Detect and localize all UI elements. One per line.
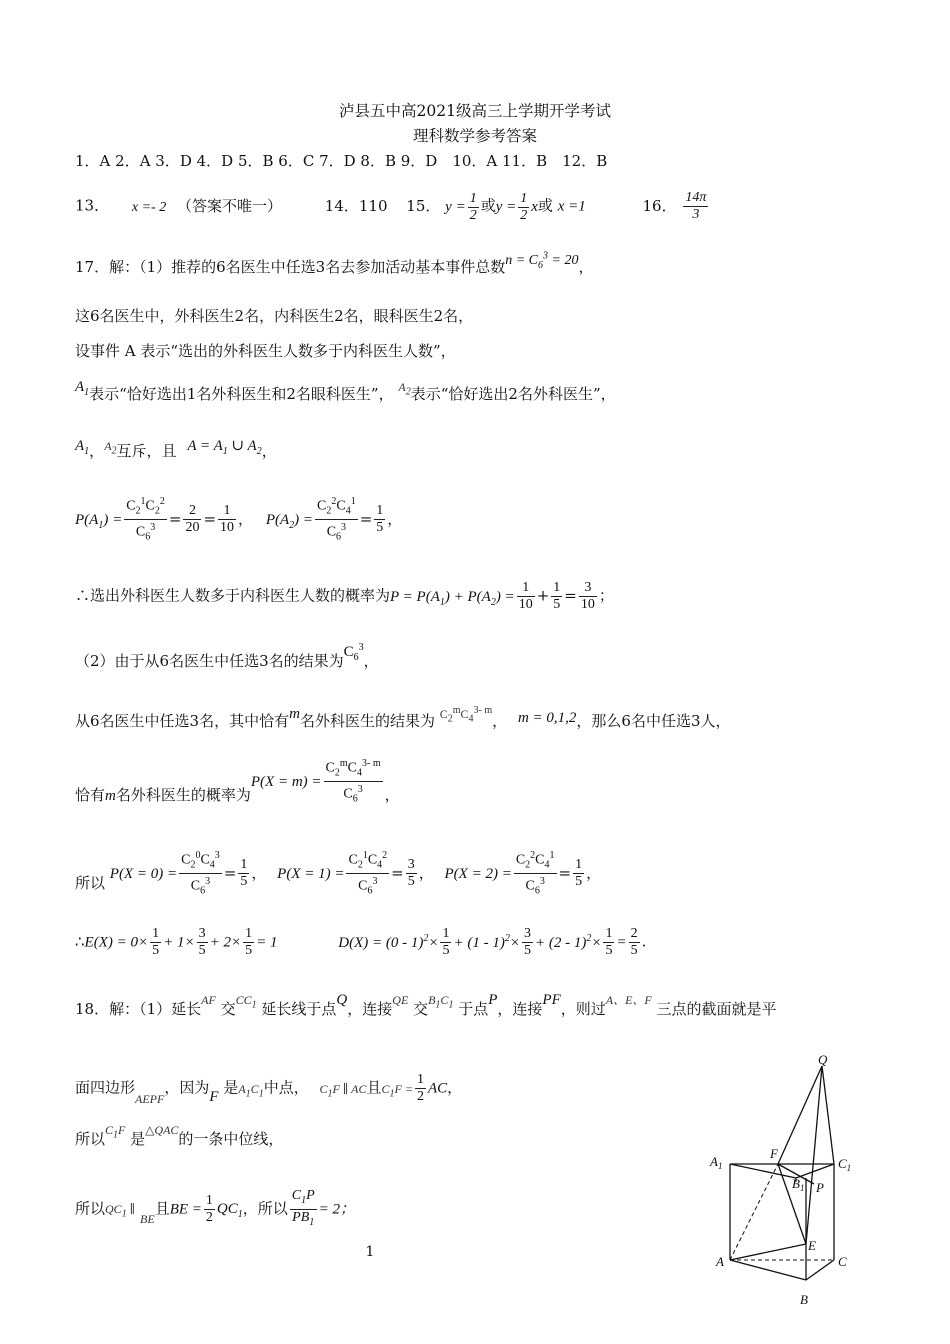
frac-c22c41: $\frac{C_2^2C_4^1}{C_6^3}$ bbox=[317, 496, 356, 543]
comma: ， bbox=[578, 258, 594, 276]
triangle-qac: △QAC bbox=[145, 1123, 179, 1137]
p-x-1: P(X = 1) = bbox=[277, 865, 345, 882]
prism-figure bbox=[700, 1046, 860, 1314]
fill-answers-row bbox=[75, 190, 710, 224]
last-b: 且 bbox=[154, 1199, 170, 1218]
ac: AC bbox=[427, 1080, 448, 1097]
d-x-3: + (2 - 1)$^2$× bbox=[534, 932, 602, 951]
q15-or: 或 bbox=[480, 196, 496, 215]
therefore-text: 选出外科医生人数多于内科医生人数的概率为 bbox=[90, 586, 391, 605]
therefore-line: ∴选出外科医生人数多于内科医生人数的概率为$P = P(A_1) + P(A_2)$ = $\frac{1}{10}$ + $\frac{1}{5}$ = $\frac{3}{10}$ ； bbox=[75, 580, 614, 612]
prob-general: 恰有m名外科医生的概率为P(X = m) = $\frac{C_2^mC_4^{3- m}}{C_6^3}$ ， bbox=[75, 770, 400, 822]
d-x-4: = bbox=[616, 934, 627, 951]
last-c: ，所以 bbox=[242, 1199, 288, 1218]
a1-text: 表示“恰好选出1名外科医生和2名眼科医生”， bbox=[89, 385, 394, 403]
p-x-0: P(X = 0) = bbox=[109, 865, 178, 882]
union-formula: $A = A_1$ ∪ $A_2$ bbox=[187, 438, 262, 457]
p-x-2: P(X = 2) = bbox=[444, 865, 512, 882]
choose-a: 从6名医生中任选3名，其中恰有 bbox=[75, 712, 290, 730]
frac-x2: $\frac{C_2^2C_4^1}{C_6^3}$ bbox=[515, 850, 555, 897]
mid-a: 所以 bbox=[75, 1130, 106, 1148]
qc1: $QC_1$ ∥ bbox=[105, 1202, 136, 1220]
a2-text: 表示“恰好选出2名外科医生”， bbox=[410, 385, 616, 403]
f-point: F bbox=[209, 1088, 219, 1105]
p-sum: $P = P(A_1) + P(A_2)$ = bbox=[390, 588, 515, 608]
p-a2: $P(A_2)$ = bbox=[265, 511, 314, 531]
q16-answer: $\frac{14\pi}{3}$ bbox=[685, 190, 707, 222]
label-f: F bbox=[770, 1146, 778, 1161]
quad-d: 中点， bbox=[263, 1078, 309, 1097]
mid-c: 的一条中位线， bbox=[178, 1130, 284, 1148]
frac-1-10: $\frac{1}{10}$ bbox=[220, 503, 235, 536]
label-c1: $C_1$ bbox=[838, 1156, 852, 1173]
e-x-2: + 1× bbox=[163, 934, 195, 951]
quad-c: 是 bbox=[223, 1078, 239, 1097]
fe2: $\frac{3}{5}$ bbox=[198, 926, 206, 958]
mid-b: 是 bbox=[130, 1130, 146, 1148]
mutual-text: 互斥，且 bbox=[116, 442, 177, 460]
ratio-c1p-pb1: $\frac{C_1P}{PB_1}$ bbox=[291, 1188, 315, 1228]
q18-g: ，连接 bbox=[497, 1000, 543, 1018]
last-d: = 2； bbox=[318, 1201, 356, 1218]
q17-header bbox=[75, 250, 594, 279]
therefore-symbol: ∴ bbox=[75, 586, 91, 605]
doctors-line: 这6名医生中，外科医生2名，内科医生2名，眼科医生2名， bbox=[75, 307, 474, 325]
p-a1-a2-formula: $P(A_1)$ = $\frac{C_2^1C_2^2}{C_6^3}$ = $\frac{2}{20}$ = $\frac{1}{10}$ ， $P(A_2)$ = $\frac{C_2^2C_4^1}{C_6^3}$ = $\frac{1}{5}$ ， bbox=[75, 494, 402, 546]
choose-line: 从6名医生中任选3名，其中恰有m名外科医生的结果为 $^{C_2^mC_4^{3- m}}$， m = 0,1,2，那么6名中任选3人， bbox=[75, 705, 731, 730]
cc1: CC1 bbox=[235, 993, 257, 1011]
be: BE bbox=[140, 1212, 155, 1227]
q13-answer: x =- 2 bbox=[131, 199, 167, 215]
frac-3-10: $\frac{3}{10}$ bbox=[580, 580, 595, 612]
fd4: $\frac{2}{5}$ bbox=[630, 926, 638, 958]
mutual-exclusive-line: $A_1$，$^{A_2}$互斥，且 $A = A_1$ ∪ $A_2$， bbox=[75, 438, 277, 460]
q18-a: 18．解：（1）延长 bbox=[75, 1000, 202, 1018]
fd2: $\frac{3}{5}$ bbox=[523, 926, 531, 958]
prob-a: 恰有 bbox=[75, 785, 106, 804]
p-x-m: P(X = m) = bbox=[250, 773, 322, 790]
q16-label: 16． bbox=[642, 196, 677, 215]
mc-answers: 1．A 2．A 3．D 4．D 5．B 6．C 7．D 8．B 9．D 10．A 11．B 12．B bbox=[75, 152, 608, 170]
label-q: Q bbox=[818, 1052, 828, 1067]
b1c1: B1C1 bbox=[428, 993, 454, 1011]
c2m-c4: C2mC43- m bbox=[439, 705, 493, 725]
distribution-line: 所以 P(X = 0) = $\frac{C_2^0C_4^3}{C_6^3}$ = $\frac{1}{5}$ ， P(X = 1) = $\frac{C_2^1C_4^2}{C_6^3}$ = $\frac{3}{5}$ ， P(X = 2) = $\frac{C_2^2C_4^1}{C_6^3}$ = $\frac{1}{5}$ ， bbox=[75, 848, 601, 900]
frac-x2v: $\frac{1}{5}$ bbox=[575, 857, 583, 890]
q13-note: （答案不唯一） bbox=[176, 196, 282, 215]
expectation-variance: ∴E(X) = 0× $\frac{1}{5}$ + 1× $\frac{3}{5}$ + 2× $\frac{1}{5}$ = 1 D(X) = (0 - 1)$^2$× $\frac{1}{5}$ + (1 - 1)$^2$× $\frac{3}{5}$ + (2 - 1)$^2$× $\frac{1}{5}$ = $\frac{2}{5}$ . bbox=[75, 926, 647, 958]
label-a: A bbox=[716, 1254, 724, 1269]
af: AF bbox=[201, 993, 216, 1007]
d-x-2: + (1 - 1)$^2$× bbox=[453, 932, 520, 951]
m-range: m = 0,1,2 bbox=[517, 710, 577, 726]
aef: A、E、F bbox=[605, 993, 652, 1007]
frac-general: $\frac{C_2^mC_4^{3- m}}{C_6^3}$ bbox=[325, 758, 381, 805]
c1f: C1F bbox=[105, 1123, 126, 1141]
fe3: $\frac{1}{5}$ bbox=[245, 926, 253, 958]
quad-line: 面四边形$_{AEPF}$，因为F 是$A_1C_1$中点， $C_1F$ ∥ AC且$C_1F$ = $\frac{1}{2}$ AC， bbox=[75, 1072, 463, 1106]
c1f-parallel: $C_1F$ ∥ AC bbox=[319, 1081, 367, 1099]
e-x-4: = 1 bbox=[256, 934, 278, 951]
q17-head-text: 17．解：（1）推荐的6名医生中任选3名去参加活动基本事件总数 bbox=[75, 258, 506, 276]
m-var: m bbox=[289, 706, 300, 722]
frac-x0v: $\frac{1}{5}$ bbox=[240, 857, 248, 890]
q13-label: 13． bbox=[75, 196, 110, 215]
q17-n: n = C bbox=[505, 253, 539, 268]
label-b: B bbox=[800, 1292, 808, 1307]
q18-line1 bbox=[75, 992, 777, 1020]
p-a1: $P(A_1)$ = bbox=[75, 511, 123, 531]
half-qc1: $\frac{1}{2}$ bbox=[205, 1192, 213, 1225]
p-point: P bbox=[488, 992, 498, 1008]
midline-line bbox=[75, 1123, 284, 1150]
a2-symbol: A2 bbox=[398, 380, 411, 398]
last-a: 所以 bbox=[75, 1199, 106, 1218]
fd1: $\frac{1}{5}$ bbox=[442, 926, 450, 958]
label-c: C bbox=[838, 1254, 847, 1269]
q-point: Q bbox=[336, 992, 348, 1008]
prob-b: 名外科医生的概率为 bbox=[115, 785, 251, 804]
quad-b: ，因为 bbox=[164, 1078, 210, 1097]
frac-2-20: $\frac{2}{20}$ bbox=[185, 503, 200, 536]
event-a-line: 设事件 A 表示“选出的外科医生人数多于内科医生人数”， bbox=[75, 342, 456, 360]
fe1: $\frac{1}{5}$ bbox=[152, 926, 160, 958]
frac-x0: $\frac{C_2^0C_4^3}{C_6^3}$ bbox=[181, 850, 220, 897]
frac-1-5: $\frac{1}{5}$ bbox=[376, 503, 384, 536]
q15-eq3: x =1 bbox=[557, 198, 586, 215]
frac-c21c22: $\frac{C_2^1C_2^2}{C_6^3}$ bbox=[126, 496, 165, 543]
label-e: E bbox=[808, 1238, 816, 1253]
c1f-eq: $C_1F$ = bbox=[381, 1081, 413, 1099]
suoyi: 所以 bbox=[75, 873, 106, 892]
therefore-symbol-2: ∴ bbox=[75, 932, 85, 951]
q18-b: 交 bbox=[220, 1000, 236, 1018]
label-a1: $A_1$ bbox=[710, 1154, 723, 1171]
q18-e: 交 bbox=[413, 1000, 429, 1018]
pf: PF bbox=[542, 992, 561, 1008]
page-title: 泸县五中高2021级高三上学期开学考试 bbox=[339, 102, 611, 120]
quad-a: 面四边形 bbox=[75, 1078, 136, 1097]
q18-c: 延长线于点 bbox=[261, 1000, 337, 1018]
frac-1-5b: $\frac{1}{5}$ bbox=[553, 580, 561, 612]
q15-or2: 或 bbox=[537, 196, 553, 215]
a1-symbol: $A_1$ bbox=[75, 379, 90, 398]
e-x: E(X) = 0× bbox=[84, 934, 149, 951]
part2-text: （2）由于从6名医生中任选3名的结果为 bbox=[75, 652, 344, 670]
ratio-line bbox=[75, 1188, 355, 1231]
a2-symbol-2: A2 bbox=[104, 439, 117, 457]
a1c1: $A_1C_1$ bbox=[238, 1081, 264, 1099]
q18-i: 三点的截面就是平 bbox=[656, 1000, 777, 1018]
aepf: AEPF bbox=[135, 1091, 165, 1106]
label-b1: $B_1$ bbox=[792, 1176, 805, 1193]
be-eq: BE = bbox=[169, 1201, 202, 1218]
choose-d: ，那么6名中任选3人， bbox=[576, 712, 731, 730]
q15-eq2: y = $\frac{1}{2}$ x bbox=[495, 190, 538, 223]
part2-line: （2）由于从6名医生中任选3名的结果为$C_6^3$， bbox=[75, 642, 379, 670]
qc1-b: $QC_1$ bbox=[216, 1201, 243, 1221]
e-x-3: + 2× bbox=[209, 934, 242, 951]
events-a1-a2 bbox=[75, 379, 616, 406]
choose-b: 名外科医生的结果为 bbox=[299, 712, 435, 730]
frac-1-10b: $\frac{1}{10}$ bbox=[518, 580, 533, 612]
q18-d: ，连接 bbox=[347, 1000, 393, 1018]
m-var-2: m bbox=[105, 787, 116, 804]
page-subtitle: 理科数学参考答案 bbox=[412, 127, 537, 145]
frac-x1: $\frac{C_2^1C_4^2}{C_6^3}$ bbox=[348, 850, 388, 897]
c63: $C_6^3$ bbox=[343, 642, 364, 663]
qe: QE bbox=[392, 993, 409, 1007]
d-x: D(X) = (0 - 1)$^2$× bbox=[338, 932, 439, 951]
q15-eq1: y = $\frac{1}{2}$ bbox=[445, 190, 477, 223]
q15-label: 15． bbox=[406, 196, 441, 215]
label-p: P bbox=[816, 1180, 824, 1195]
q17-total: $n = C_6^3 = 20$ bbox=[505, 250, 579, 271]
q14-answer: 14．110 bbox=[324, 196, 388, 215]
page-number: 1 bbox=[365, 1244, 375, 1260]
q18-f: 于点 bbox=[458, 1000, 489, 1018]
half-ac: $\frac{1}{2}$ bbox=[416, 1072, 424, 1104]
fd3: $\frac{1}{5}$ bbox=[605, 926, 613, 958]
quad-e: 且 bbox=[366, 1078, 382, 1097]
frac-x1v: $\frac{3}{5}$ bbox=[407, 857, 415, 890]
q17-n-val: = 20 bbox=[551, 253, 579, 268]
a1-symbol-2: $A_1$ bbox=[75, 438, 90, 457]
q18-h: ，则过 bbox=[560, 1000, 606, 1018]
